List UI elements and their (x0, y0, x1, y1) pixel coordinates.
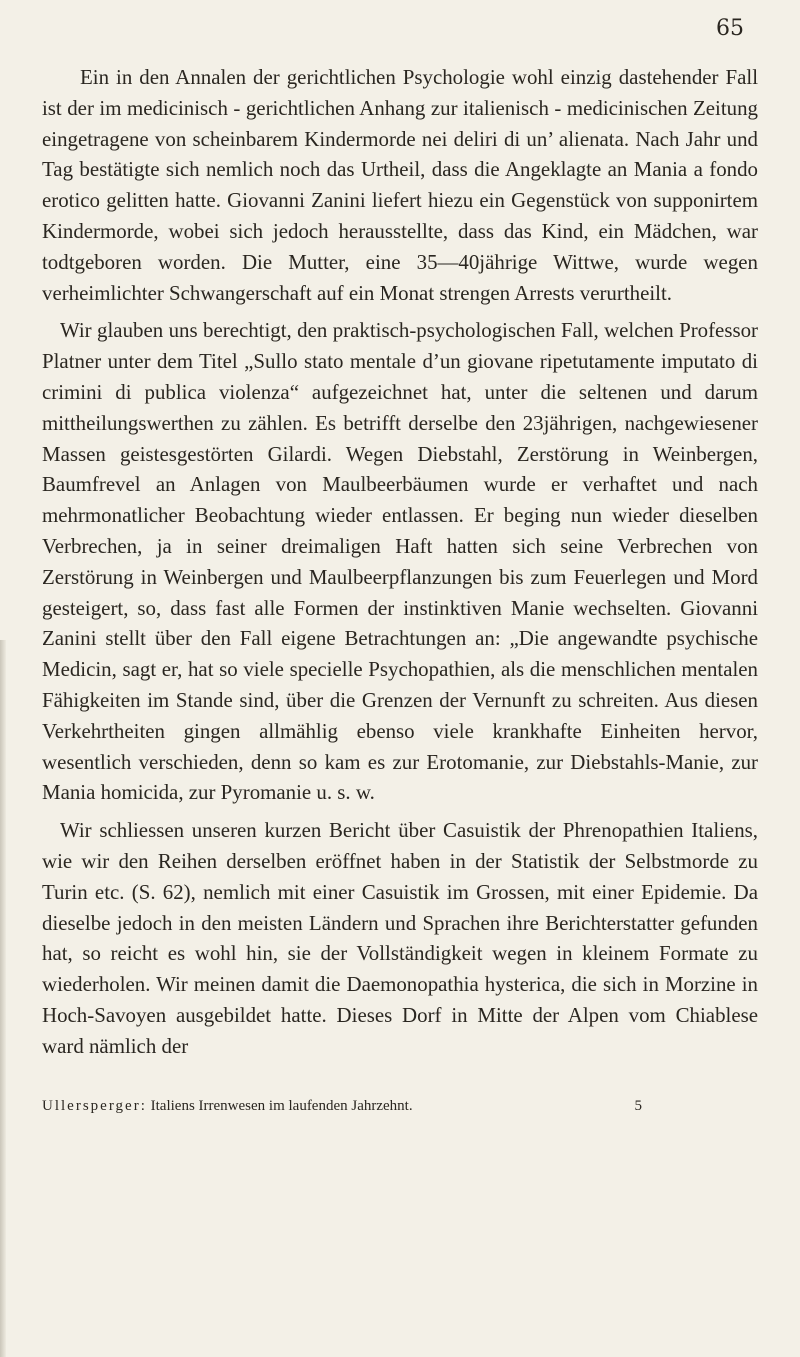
footer-author: Ullersperger: (42, 1098, 147, 1114)
footer-title: Italiens Irrenwesen im laufenden Jahrzehnt. (150, 1098, 413, 1114)
body-text (42, 62, 758, 1069)
page-number: 65 (716, 16, 744, 41)
page-footer (42, 1098, 758, 1115)
paragraph-3: Wir schliessen unseren kurzen Bericht über Casuistik der Phrenopathien Italiens, wie wir den Reihen derselben eröffnet haben in der Statistik der Selbstmorde zu Turin etc. (S. 62), nemlich mit einer Casuistik im Grossen, mit einer Epidemie. Da dieselbe jedoch in den meisten Ländern und Sprachen ihre Berichterstatter gefunden hat, so reicht es wohl hin, sie der Vollständigkeit wegen in kleinem Formate zu wiederholen. Wir meinen damit die Daemonopathia hysterica, die sich in Morzine in Hoch-Savoyen ausgebildet hatte. Dieses Dorf in Mitte der Alpen vom Chiablese ward nämlich der (42, 818, 758, 1058)
paragraph-2: Wir glauben uns berechtigt, den praktisch-psychologischen Fall, welchen Professor Platner unter dem Titel „Sullo stato mentale d’un giovane ripetutamente imputato di crimini di publica violenza“ aufgezeichnet hat, unter die seltenen und darum mittheilungswerthen zu zählen. Es betrifft derselbe den 23jährigen, nachgewiesener Massen geistesgestörten Gilardi. Wegen Diebstahl, Zerstörung in Weinbergen, Baumfrevel an Anlagen von Maulbeerbäumen wurde er verhaftet und nach mehrmonatlicher Beobachtung wieder entlassen. Er beging nun wieder dieselben Verbrechen, ja in seiner dreimaligen Haft hatten sich seine Verbrechen von Zerstörung in Weinbergen und Maulbeerpflanzungen bis zum Feuerlegen und Mord gesteigert, so, dass fast alle Formen der instinktiven Manie wechselten. Giovanni Zanini stellt über den Fall eigene Betrachtungen an: „Die angewandte psychische Medicin, sagt er, hat so viele specielle Psychopathien, als die menschlichen mentalen Fähigkeiten im Stande sind, über die Grenzen der Vernunft zu schreiten. Aus diesen Verkehrtheiten gingen allmählig ebenso viele krankhafte Einheiten hervor, wesentlich verschieden, denn so kam es zur Erotomanie, zur Diebstahls-Manie, zur Mania homicida, zur Pyromanie u. s. w. (42, 318, 758, 805)
paragraph-1: Ein in den Annalen der gerichtlichen Psychologie wohl einzig dastehender Fall ist der im medicinisch - gerichtlichen Anhang zur italienisch - medicinischen Zeitung eingetragene von scheinbarem Kindermorde nei deliri di un’ alienata. Nach Jahr und Tag bestätigte sich nemlich noch das Urtheil, dass die Angeklagte an Mania a fondo erotico gelitten hatte. Giovanni Zanini liefert hiezu ein Gegenstück von supponirtem Kindermorde, wobei sich jedoch herausstellte, dass das Kind, ein Mädchen, war todtgeboren worden. Die Mutter, eine 35—40jährige Wittwe, wurde wegen verheimlichter Schwangerschaft auf ein Monat strengen Arrests verurtheilt. (42, 65, 758, 305)
footer-sheet-number: 5 (634, 1098, 642, 1114)
page-edge-shadow (0, 640, 6, 1357)
